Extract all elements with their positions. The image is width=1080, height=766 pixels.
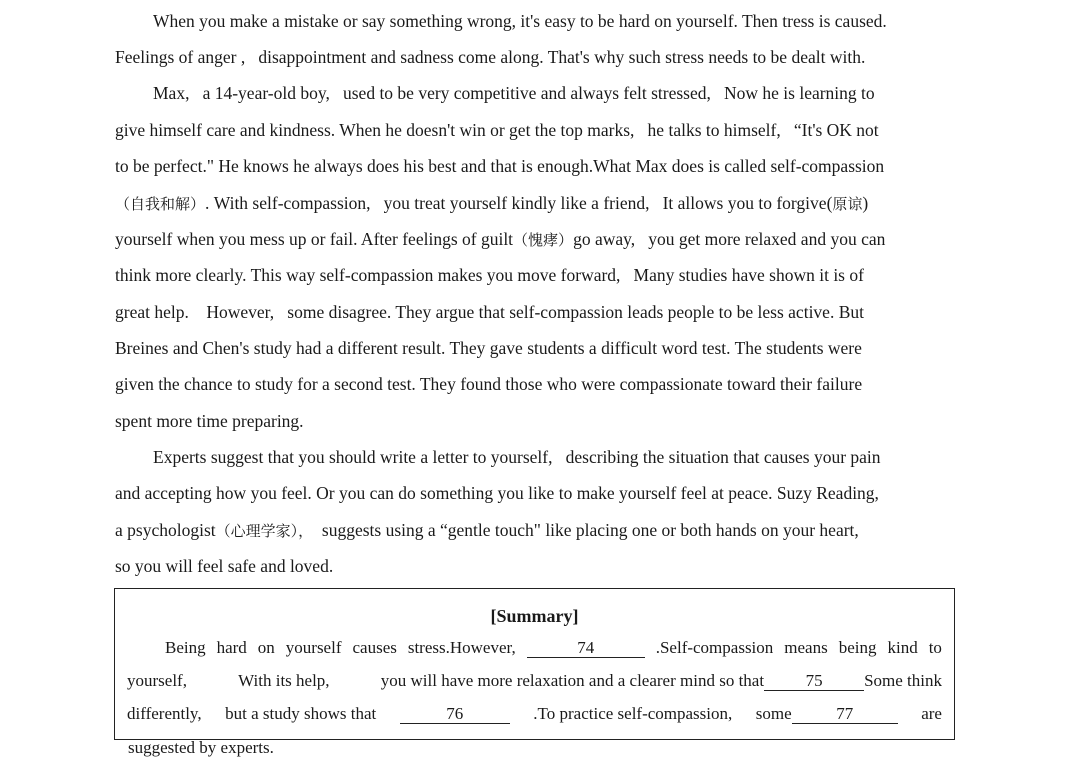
passage-text: . With self-compassion, you treat yourself kindly like a friend, It allows you to forgive( — [205, 193, 833, 213]
summary-word: to — [928, 638, 942, 657]
passage-line: and accepting how you feel. Or you can do something you like to make yourself feel at peace. Suzy Reading, — [115, 483, 879, 503]
passage-line — [115, 519, 859, 542]
passage-line: Experts suggest that you should write a letter to yourself, describing the situation that causes your pain — [153, 447, 881, 467]
summary-word: some 77 — [756, 703, 898, 725]
chinese-gloss: 原谅 — [832, 195, 863, 213]
passage-line — [115, 228, 885, 251]
blank-74[interactable]: 74 — [527, 639, 645, 658]
passage-text: ) — [862, 193, 869, 213]
summary-word: Being — [165, 638, 206, 657]
passage-line — [115, 192, 868, 215]
passage-text: a psychologist — [115, 520, 216, 540]
passage-text: suggests using a “gentle touch" like placing one or both hands on your heart, — [313, 520, 859, 540]
chinese-gloss: （愧痚） — [513, 231, 574, 249]
summary-word: With its help, — [238, 671, 330, 690]
summary-line — [127, 703, 942, 725]
summary-word: you will have more relaxation and a clearer mind so that 75 Some think — [380, 671, 942, 690]
blank-75[interactable]: 75 — [764, 672, 864, 691]
passage-text: go away, you get more relaxed and you can — [573, 229, 886, 249]
summary-word: yourself, — [127, 671, 187, 690]
summary-word: hard — [216, 638, 247, 657]
passage-line: given the chance to study for a second test. They found those who were compassionate toward their failure — [115, 374, 863, 394]
summary-word: .To practice self-compassion, — [533, 704, 733, 723]
passage-line: When you make a mistake or say something wrong, it's easy to be hard on yourself. Then tress is caused. — [153, 11, 887, 31]
passage-line: Breines and Chen's study had a different result. They gave students a difficult word test. The students were — [115, 338, 862, 358]
passage-text: yourself when you mess up or fail. After feelings of guilt — [115, 229, 514, 249]
summary-word: on — [257, 638, 275, 657]
summary-title: [Summary] — [490, 606, 579, 626]
summary-word: being — [838, 638, 877, 657]
summary-tail: suggested by experts. — [128, 738, 274, 757]
summary-word: means — [784, 638, 828, 657]
summary-line — [127, 670, 942, 692]
summary-word: stress.However, — [407, 638, 516, 657]
passage-line: think more clearly. This way self-compassion makes you move forward, Many studies have shown it is of — [115, 265, 864, 285]
summary-word: are — [921, 704, 942, 723]
passage-line: Max, a 14-year-old boy, used to be very competitive and always felt stressed, Now he is learning to — [153, 83, 875, 103]
passage-line: Feelings of anger , disappointment and sadness come along. That's why such stress needs to be dealt with. — [115, 47, 866, 67]
summary-word: .Self-compassion — [655, 638, 774, 657]
summary-word: but a study shows that — [225, 704, 377, 723]
passage-line: great help. However, some disagree. They argue that self-compassion leads people to be less active. But — [115, 302, 864, 322]
summary-word: yourself — [285, 638, 342, 657]
summary-box — [114, 588, 955, 740]
passage-line: to be perfect." He knows he always does his best and that is enough.What Max does is called self-compassion — [115, 156, 885, 176]
chinese-gloss: （心理学家）， — [215, 522, 314, 540]
summary-word: causes — [352, 638, 397, 657]
passage-line: spent more time preparing. — [115, 411, 304, 431]
summary-word: kind — [887, 638, 918, 657]
blank-77[interactable]: 77 — [792, 705, 898, 724]
passage-line: give himself care and kindness. When he doesn't win or get the top marks, he talks to himself, “It's OK not — [115, 120, 879, 140]
summary-word: differently, — [127, 704, 202, 723]
passage-line: so you will feel safe and loved. — [115, 556, 334, 576]
summary-line — [165, 637, 942, 659]
chinese-gloss: （自我和解） — [115, 195, 206, 213]
blank-76[interactable]: 76 — [400, 705, 510, 724]
